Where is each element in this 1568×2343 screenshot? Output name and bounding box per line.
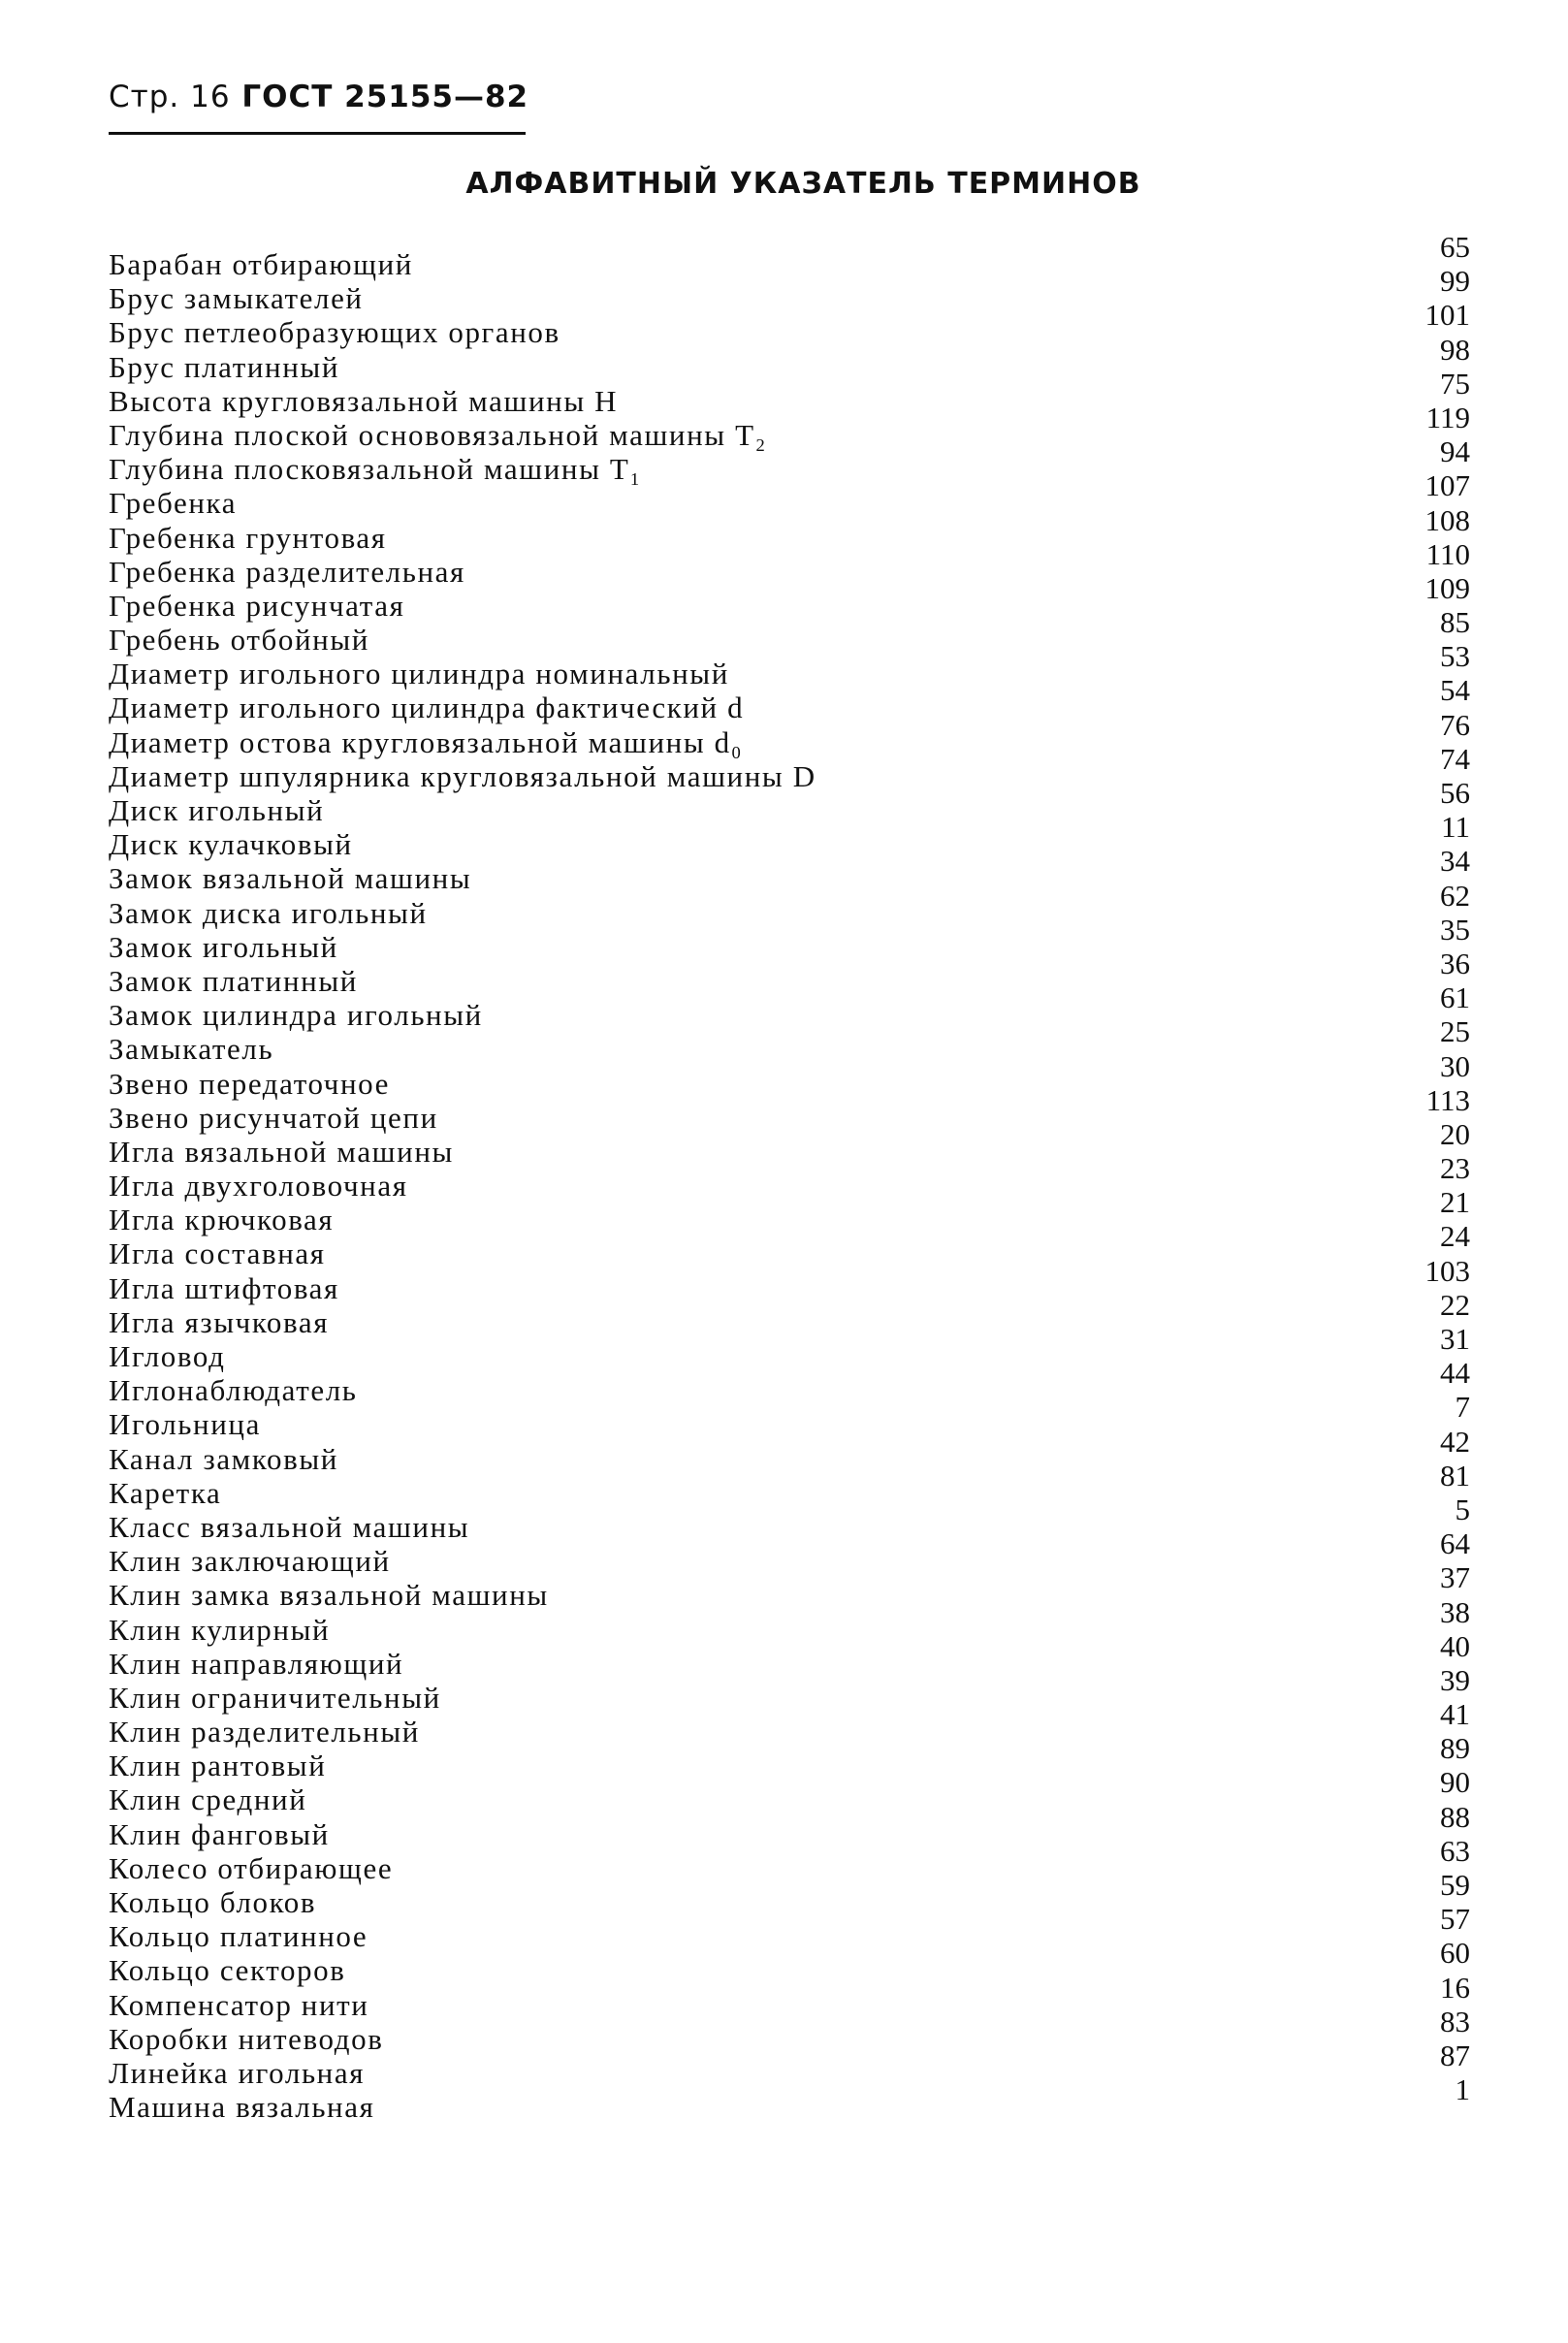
term-name: Каретка xyxy=(109,1475,222,1510)
term-name: Игла вязальной машины xyxy=(109,1134,454,1169)
term-name: Диск кулачковый xyxy=(109,827,353,862)
term-number: 23 xyxy=(1440,1151,1470,1186)
term-name: Замок платинный xyxy=(109,963,358,998)
term-number: 59 xyxy=(1440,1868,1470,1902)
term-name: Гребенка xyxy=(109,486,238,521)
term-name: Гребенка грунтовая xyxy=(109,520,387,555)
term-number: 7 xyxy=(1455,1390,1470,1425)
term-number: 113 xyxy=(1425,1082,1470,1117)
term-number: 101 xyxy=(1424,298,1470,333)
term-number: 5 xyxy=(1455,1492,1470,1526)
term-name: Гребенка разделительная xyxy=(109,554,465,589)
term-number: 44 xyxy=(1440,1356,1470,1391)
page-number-label: Стр. 16 xyxy=(109,80,231,114)
term-number: 60 xyxy=(1440,1936,1470,1971)
term-index-list xyxy=(109,230,1470,2125)
term-number: 107 xyxy=(1424,468,1470,503)
term-number: 87 xyxy=(1440,2038,1470,2072)
term-name: Замок диска игольный xyxy=(109,895,428,930)
term-name: Компенсатор нити xyxy=(109,1987,369,2022)
term-number: 109 xyxy=(1424,570,1470,605)
term-name: Глубина плосковязальной машины T₁ xyxy=(109,452,642,487)
term-number: 34 xyxy=(1440,844,1470,879)
term-number: 81 xyxy=(1440,1458,1470,1492)
term-name: Клин средний xyxy=(109,1782,307,1817)
term-row xyxy=(109,1322,1470,1373)
page-header xyxy=(109,80,528,114)
term-name: Замок вязальной машины xyxy=(109,861,472,896)
term-number: 24 xyxy=(1440,1219,1470,1254)
term-name: Машина вязальная xyxy=(109,2090,375,2125)
term-name: Клин кулирный xyxy=(109,1612,331,1647)
term-number: 53 xyxy=(1440,639,1470,674)
term-name: Гребень отбойный xyxy=(109,623,369,658)
term-row xyxy=(109,502,1470,555)
term-number: 21 xyxy=(1440,1185,1470,1220)
term-name: Игла язычковая xyxy=(109,1304,330,1339)
term-number: 42 xyxy=(1440,1424,1470,1459)
term-number: 76 xyxy=(1440,707,1470,742)
term-name: Диаметр остова кругловязальной машины d₀ xyxy=(109,724,744,759)
term-name: Брус петлеобразующих органов xyxy=(109,315,560,350)
term-row xyxy=(109,230,1470,281)
term-row xyxy=(109,776,1470,827)
term-name: Гребенка рисунчатая xyxy=(109,588,405,623)
term-number: 25 xyxy=(1440,1014,1470,1049)
term-name: Глубина плоской основовязальной машины T₂ xyxy=(109,417,768,452)
term-name: Коробки нитеводов xyxy=(109,2021,384,2056)
term-name: Клин разделительный xyxy=(109,1715,420,1749)
term-name: Замок игольный xyxy=(109,929,338,964)
term-number: 63 xyxy=(1440,1833,1470,1868)
term-name: Иглонаблюдатель xyxy=(109,1373,358,1408)
term-name: Звено рисунчатой цепи xyxy=(109,1100,438,1135)
term-number: 39 xyxy=(1440,1662,1470,1697)
term-number: 31 xyxy=(1440,1322,1470,1356)
term-number: 62 xyxy=(1440,878,1470,913)
term-number: 11 xyxy=(1441,810,1470,845)
term-number: 16 xyxy=(1440,1970,1470,2005)
term-name: Колесо отбирающее xyxy=(109,1850,394,1885)
term-name: Игла крючковая xyxy=(109,1203,335,1237)
term-name: Брус замыкателей xyxy=(109,281,364,316)
term-name: Игловод xyxy=(109,1339,226,1373)
term-name: Брус платинный xyxy=(109,349,340,384)
term-number: 74 xyxy=(1440,741,1470,776)
standard-designation: ГОСТ 25155—82 xyxy=(241,80,529,114)
term-name: Замок цилиндра игольный xyxy=(109,998,483,1033)
term-name: Диаметр игольного цилиндра номинальный xyxy=(109,657,729,691)
term-name: Замыкатель xyxy=(109,1032,274,1067)
term-number: 1 xyxy=(1455,2072,1470,2107)
term-name: Клин направляющий xyxy=(109,1646,404,1681)
term-name: Звено передаточное xyxy=(109,1066,390,1101)
term-name: Класс вязальной машины xyxy=(109,1509,470,1544)
term-number: 98 xyxy=(1440,332,1470,367)
term-number: 90 xyxy=(1440,1765,1470,1800)
term-number: 110 xyxy=(1425,536,1470,571)
term-number: 22 xyxy=(1440,1287,1470,1322)
term-name: Кольцо платинное xyxy=(109,1919,368,1954)
term-name: Кольцо блоков xyxy=(109,1885,317,1919)
term-name: Диаметр игольного цилиндра фактический d xyxy=(109,690,745,725)
term-number: 83 xyxy=(1440,2004,1470,2038)
term-number: 56 xyxy=(1440,776,1470,810)
term-number: 35 xyxy=(1440,912,1470,947)
term-name: Клин рантовый xyxy=(109,1749,327,1783)
term-name: Линейка игольная xyxy=(109,2055,366,2090)
term-number: 89 xyxy=(1440,1731,1470,1766)
term-number: 85 xyxy=(1440,605,1470,640)
term-number: 65 xyxy=(1440,230,1470,264)
term-number: 108 xyxy=(1424,502,1470,537)
term-name: Клин ограничительный xyxy=(109,1680,441,1715)
term-name: Канал замковый xyxy=(109,1441,338,1476)
term-row xyxy=(109,1868,1470,1919)
page-title: АЛФАВИТНЫЙ УКАЗАТЕЛЬ ТЕРМИНОВ xyxy=(465,167,1141,201)
term-number: 75 xyxy=(1440,366,1470,401)
term-name: Высота кругловязальной машины H xyxy=(109,383,619,418)
term-name: Клин заключающий xyxy=(109,1544,391,1579)
term-number: 99 xyxy=(1440,264,1470,299)
term-name: Диаметр шпулярника кругловязальной машины D xyxy=(109,758,816,793)
header-underline xyxy=(109,132,526,135)
term-number: 119 xyxy=(1425,400,1470,434)
term-name: Кольцо секторов xyxy=(109,1953,346,1988)
term-number: 61 xyxy=(1440,980,1470,1015)
term-name: Игольница xyxy=(109,1407,261,1442)
term-name: Игла штифтовая xyxy=(109,1270,339,1305)
term-number: 57 xyxy=(1440,1902,1470,1937)
term-number: 94 xyxy=(1440,434,1470,469)
term-number: 40 xyxy=(1440,1628,1470,1663)
term-name: Диск игольный xyxy=(109,793,325,827)
term-name: Клин замка вязальной машины xyxy=(109,1578,549,1613)
term-number: 54 xyxy=(1440,673,1470,708)
term-number: 30 xyxy=(1440,1048,1470,1083)
term-number: 41 xyxy=(1440,1697,1470,1732)
term-name: Игла составная xyxy=(109,1236,326,1271)
term-number: 36 xyxy=(1440,946,1470,980)
term-name: Барабан отбирающий xyxy=(109,247,413,281)
term-number: 64 xyxy=(1440,1526,1470,1561)
term-number: 20 xyxy=(1440,1116,1470,1151)
term-number: 103 xyxy=(1424,1253,1470,1288)
term-number: 38 xyxy=(1440,1594,1470,1629)
term-name: Клин фанговый xyxy=(109,1816,330,1851)
term-number: 88 xyxy=(1440,1799,1470,1834)
term-number: 37 xyxy=(1440,1560,1470,1595)
term-name: Игла двухголовочная xyxy=(109,1169,408,1204)
